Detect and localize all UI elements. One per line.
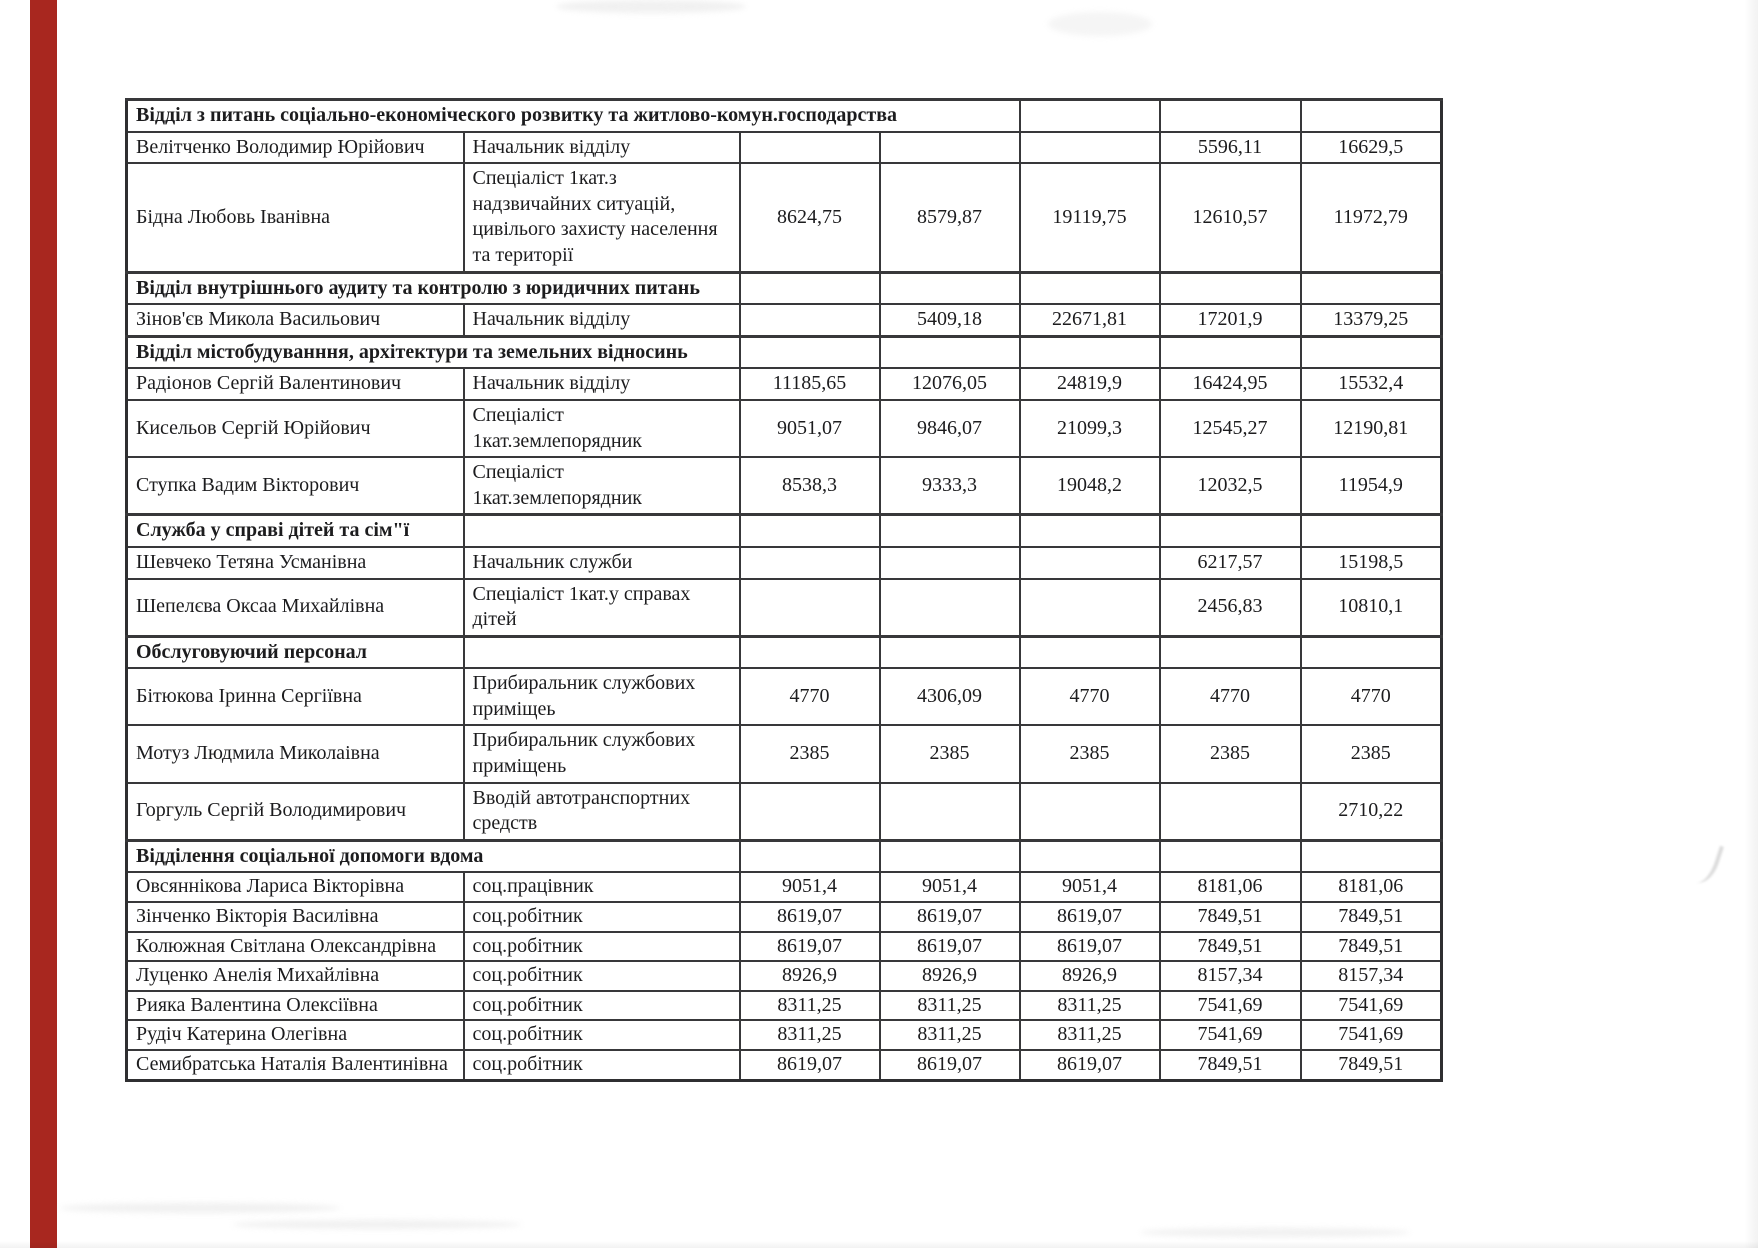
- empty-cell: [1160, 336, 1301, 368]
- empty-cell: [1020, 515, 1160, 547]
- employee-name-cell: Горгуль Сергій Володимирович: [127, 783, 464, 841]
- scan-edge-shadow: [1744, 0, 1758, 1248]
- empty-cell: [880, 636, 1020, 668]
- value-cell: 8181,06: [1301, 872, 1442, 902]
- value-cell: [1160, 783, 1301, 841]
- value-cell: 8579,87: [880, 163, 1020, 272]
- employee-name-cell: Велітченко Володимир Юрійович: [127, 132, 464, 164]
- employee-name-cell: Колюжная Світлана Олександрівна: [127, 932, 464, 962]
- value-cell: 19119,75: [1020, 163, 1160, 272]
- value-cell: [1020, 579, 1160, 637]
- value-cell: 7849,51: [1160, 902, 1301, 932]
- value-cell: 15198,5: [1301, 547, 1442, 579]
- value-cell: 7541,69: [1301, 991, 1442, 1021]
- value-cell: 4770: [740, 668, 880, 725]
- employee-name-cell: Овсяннікова Лариса Вікторівна: [127, 872, 464, 902]
- value-cell: 8311,25: [880, 991, 1020, 1021]
- section-title-row: [127, 515, 1442, 547]
- empty-cell: [1301, 100, 1442, 132]
- value-cell: 12076,05: [880, 368, 1020, 400]
- value-cell: 8624,75: [740, 163, 880, 272]
- position-cell: соц.робітник: [464, 961, 740, 991]
- value-cell: 9051,4: [1020, 872, 1160, 902]
- position-cell: Начальник відділу: [464, 132, 740, 164]
- empty-cell: [1301, 515, 1442, 547]
- employee-name-cell: Зінов'єв Микола Васильович: [127, 304, 464, 336]
- value-cell: 9333,3: [880, 457, 1020, 515]
- value-cell: 8926,9: [880, 961, 1020, 991]
- value-cell: [880, 783, 1020, 841]
- value-cell: 10810,1: [1301, 579, 1442, 637]
- position-cell: Начальник відділу: [464, 304, 740, 336]
- value-cell: 8619,07: [740, 1050, 880, 1080]
- value-cell: 17201,9: [1160, 304, 1301, 336]
- table-row: [127, 579, 1442, 637]
- table-row: [127, 991, 1442, 1021]
- position-cell: Спеціаліст 1кат.з надзвичайних ситуацій, цивілього захисту населення та території: [464, 163, 740, 272]
- value-cell: 11185,65: [740, 368, 880, 400]
- value-cell: 12610,57: [1160, 163, 1301, 272]
- value-cell: 12545,27: [1160, 400, 1301, 457]
- staff-salary-table-wrap: [125, 98, 1443, 1082]
- table-row: [127, 132, 1442, 164]
- value-cell: 24819,9: [1020, 368, 1160, 400]
- table-row: [127, 961, 1442, 991]
- value-cell: 9051,4: [880, 872, 1020, 902]
- empty-cell: [1020, 636, 1160, 668]
- empty-cell: [1160, 636, 1301, 668]
- value-cell: [1020, 132, 1160, 164]
- value-cell: 8538,3: [740, 457, 880, 515]
- value-cell: [880, 547, 1020, 579]
- value-cell: 8619,07: [1020, 1050, 1160, 1080]
- scan-smudge: [556, 0, 746, 13]
- value-cell: 2385: [740, 725, 880, 782]
- value-cell: [1020, 783, 1160, 841]
- value-cell: 7849,51: [1301, 932, 1442, 962]
- value-cell: 5409,18: [880, 304, 1020, 336]
- empty-cell: [740, 636, 880, 668]
- value-cell: 22671,81: [1020, 304, 1160, 336]
- table-row: [127, 932, 1442, 962]
- scan-smudge: [1140, 1228, 1410, 1237]
- section-title: Відділ містобудуванння, архітектури та земельних відносинь: [127, 336, 740, 368]
- scan-pen-mark: [1686, 839, 1724, 887]
- empty-cell: [740, 840, 880, 872]
- section-title-row: [127, 840, 1442, 872]
- value-cell: 13379,25: [1301, 304, 1442, 336]
- value-cell: 4306,09: [880, 668, 1020, 725]
- empty-cell: [1020, 272, 1160, 304]
- value-cell: 6217,57: [1160, 547, 1301, 579]
- position-cell: Спеціаліст 1кат.землепорядник: [464, 457, 740, 515]
- empty-cell: [880, 840, 1020, 872]
- value-cell: 21099,3: [1020, 400, 1160, 457]
- value-cell: 8619,07: [740, 902, 880, 932]
- value-cell: 7541,69: [1160, 991, 1301, 1021]
- employee-name-cell: Бітюкова Іринна Сергіївна: [127, 668, 464, 725]
- value-cell: [740, 132, 880, 164]
- position-cell: соц.робітник: [464, 932, 740, 962]
- value-cell: 8181,06: [1160, 872, 1301, 902]
- empty-cell: [1160, 100, 1301, 132]
- empty-cell: [1301, 636, 1442, 668]
- empty-cell: [1301, 840, 1442, 872]
- table-row: [127, 872, 1442, 902]
- empty-cell: [464, 636, 740, 668]
- table-row: [127, 783, 1442, 841]
- value-cell: [740, 579, 880, 637]
- section-title-row: [127, 636, 1442, 668]
- employee-name-cell: Рияка Валентина Олексіївна: [127, 991, 464, 1021]
- table-row: [127, 1050, 1442, 1080]
- value-cell: 8619,07: [1020, 932, 1160, 962]
- value-cell: 8157,34: [1160, 961, 1301, 991]
- employee-name-cell: Кисельов Сергій Юрійович: [127, 400, 464, 457]
- position-cell: Спеціаліст 1кат.землепорядник: [464, 400, 740, 457]
- empty-cell: [1301, 336, 1442, 368]
- table-row: [127, 368, 1442, 400]
- value-cell: 8619,07: [880, 932, 1020, 962]
- value-cell: 7849,51: [1160, 1050, 1301, 1080]
- employee-name-cell: Зінченко Вікторія Василівна: [127, 902, 464, 932]
- value-cell: 8619,07: [880, 902, 1020, 932]
- section-title: Служба у справі дітей та сім"ї: [127, 515, 464, 547]
- empty-cell: [1020, 100, 1160, 132]
- value-cell: 7849,51: [1160, 932, 1301, 962]
- value-cell: [1020, 547, 1160, 579]
- table-row: [127, 400, 1442, 457]
- value-cell: 8311,25: [880, 1020, 1020, 1050]
- empty-cell: [1160, 515, 1301, 547]
- empty-cell: [1160, 840, 1301, 872]
- value-cell: 4770: [1301, 668, 1442, 725]
- value-cell: [740, 304, 880, 336]
- value-cell: 8619,07: [740, 932, 880, 962]
- table-row: [127, 163, 1442, 272]
- employee-name-cell: Бідна Любовь Іванівна: [127, 163, 464, 272]
- employee-name-cell: Радіонов Сергій Валентинович: [127, 368, 464, 400]
- employee-name-cell: Ступка Вадим Вікторович: [127, 457, 464, 515]
- value-cell: 4770: [1020, 668, 1160, 725]
- section-title-row: [127, 272, 1442, 304]
- section-title: Відділення соціальної допомоги вдома: [127, 840, 740, 872]
- scan-smudge: [60, 1203, 340, 1213]
- employee-name-cell: Шепелєва Оксаа Михайлівна: [127, 579, 464, 637]
- value-cell: 16424,95: [1160, 368, 1301, 400]
- value-cell: [880, 132, 1020, 164]
- position-cell: Прибиральник службових приміщень: [464, 725, 740, 782]
- value-cell: 15532,4: [1301, 368, 1442, 400]
- value-cell: 16629,5: [1301, 132, 1442, 164]
- value-cell: 5596,11: [1160, 132, 1301, 164]
- empty-cell: [740, 515, 880, 547]
- value-cell: 8311,25: [1020, 1020, 1160, 1050]
- value-cell: [740, 547, 880, 579]
- scan-smudge: [1048, 12, 1152, 36]
- empty-cell: [880, 272, 1020, 304]
- table-row: [127, 668, 1442, 725]
- value-cell: 8619,07: [1020, 902, 1160, 932]
- section-title-row: [127, 336, 1442, 368]
- value-cell: 12190,81: [1301, 400, 1442, 457]
- value-cell: 7541,69: [1160, 1020, 1301, 1050]
- position-cell: соц.робітник: [464, 902, 740, 932]
- value-cell: 2456,83: [1160, 579, 1301, 637]
- value-cell: 8311,25: [1020, 991, 1160, 1021]
- value-cell: 12032,5: [1160, 457, 1301, 515]
- value-cell: 7541,69: [1301, 1020, 1442, 1050]
- empty-cell: [740, 336, 880, 368]
- position-cell: соц.робітник: [464, 991, 740, 1021]
- value-cell: 8926,9: [1020, 961, 1160, 991]
- table-row: [127, 1020, 1442, 1050]
- table-row: [127, 457, 1442, 515]
- position-cell: Прибиральник службових приміщеь: [464, 668, 740, 725]
- left-accent-bar: [30, 0, 57, 1248]
- section-title: Обслуговуючий персонал: [127, 636, 464, 668]
- value-cell: 2385: [1160, 725, 1301, 782]
- empty-cell: [740, 272, 880, 304]
- value-cell: 11954,9: [1301, 457, 1442, 515]
- employee-name-cell: Рудіч Катерина Олегівна: [127, 1020, 464, 1050]
- section-title-row: [127, 100, 1442, 132]
- value-cell: 2710,22: [1301, 783, 1442, 841]
- value-cell: 4770: [1160, 668, 1301, 725]
- value-cell: 8311,25: [740, 991, 880, 1021]
- value-cell: 8311,25: [740, 1020, 880, 1050]
- position-cell: Начальник служби: [464, 547, 740, 579]
- employee-name-cell: Луценко Анелія Михайлівна: [127, 961, 464, 991]
- value-cell: 2385: [1020, 725, 1160, 782]
- empty-cell: [880, 515, 1020, 547]
- scan-smudge: [232, 1220, 522, 1229]
- employee-name-cell: Шевчеко Тетяна Усманівна: [127, 547, 464, 579]
- value-cell: 9051,4: [740, 872, 880, 902]
- value-cell: 7849,51: [1301, 902, 1442, 932]
- position-cell: соц.робітник: [464, 1050, 740, 1080]
- table-row: [127, 304, 1442, 336]
- table-row: [127, 725, 1442, 782]
- value-cell: 11972,79: [1301, 163, 1442, 272]
- position-cell: соц.працівник: [464, 872, 740, 902]
- employee-name-cell: Семибратська Наталія Валентинівна: [127, 1050, 464, 1080]
- value-cell: 9051,07: [740, 400, 880, 457]
- value-cell: 9846,07: [880, 400, 1020, 457]
- value-cell: 2385: [1301, 725, 1442, 782]
- value-cell: 8926,9: [740, 961, 880, 991]
- value-cell: 8619,07: [880, 1050, 1020, 1080]
- position-cell: Спеціаліст 1кат.у справах дітей: [464, 579, 740, 637]
- table-row: [127, 902, 1442, 932]
- empty-cell: [880, 336, 1020, 368]
- value-cell: [880, 579, 1020, 637]
- empty-cell: [1160, 272, 1301, 304]
- value-cell: [740, 783, 880, 841]
- empty-cell: [1301, 272, 1442, 304]
- scan-edge-shadow: [0, 1241, 1758, 1248]
- position-cell: Вводій автотранспортних средств: [464, 783, 740, 841]
- value-cell: 19048,2: [1020, 457, 1160, 515]
- position-cell: Начальник відділу: [464, 368, 740, 400]
- section-title: Відділ з питань соціально-економіческого розвитку та житлово-комун.господарства: [127, 100, 1020, 132]
- section-title: Відділ внутрішнього аудиту та контролю з юридичних питань: [127, 272, 740, 304]
- value-cell: 8157,34: [1301, 961, 1442, 991]
- employee-name-cell: Мотуз Людмила Миколаівна: [127, 725, 464, 782]
- value-cell: 7849,51: [1301, 1050, 1442, 1080]
- table-row: [127, 547, 1442, 579]
- staff-salary-table: [125, 98, 1443, 1082]
- empty-cell: [464, 515, 740, 547]
- empty-cell: [1020, 840, 1160, 872]
- value-cell: 2385: [880, 725, 1020, 782]
- position-cell: соц.робітник: [464, 1020, 740, 1050]
- empty-cell: [1020, 336, 1160, 368]
